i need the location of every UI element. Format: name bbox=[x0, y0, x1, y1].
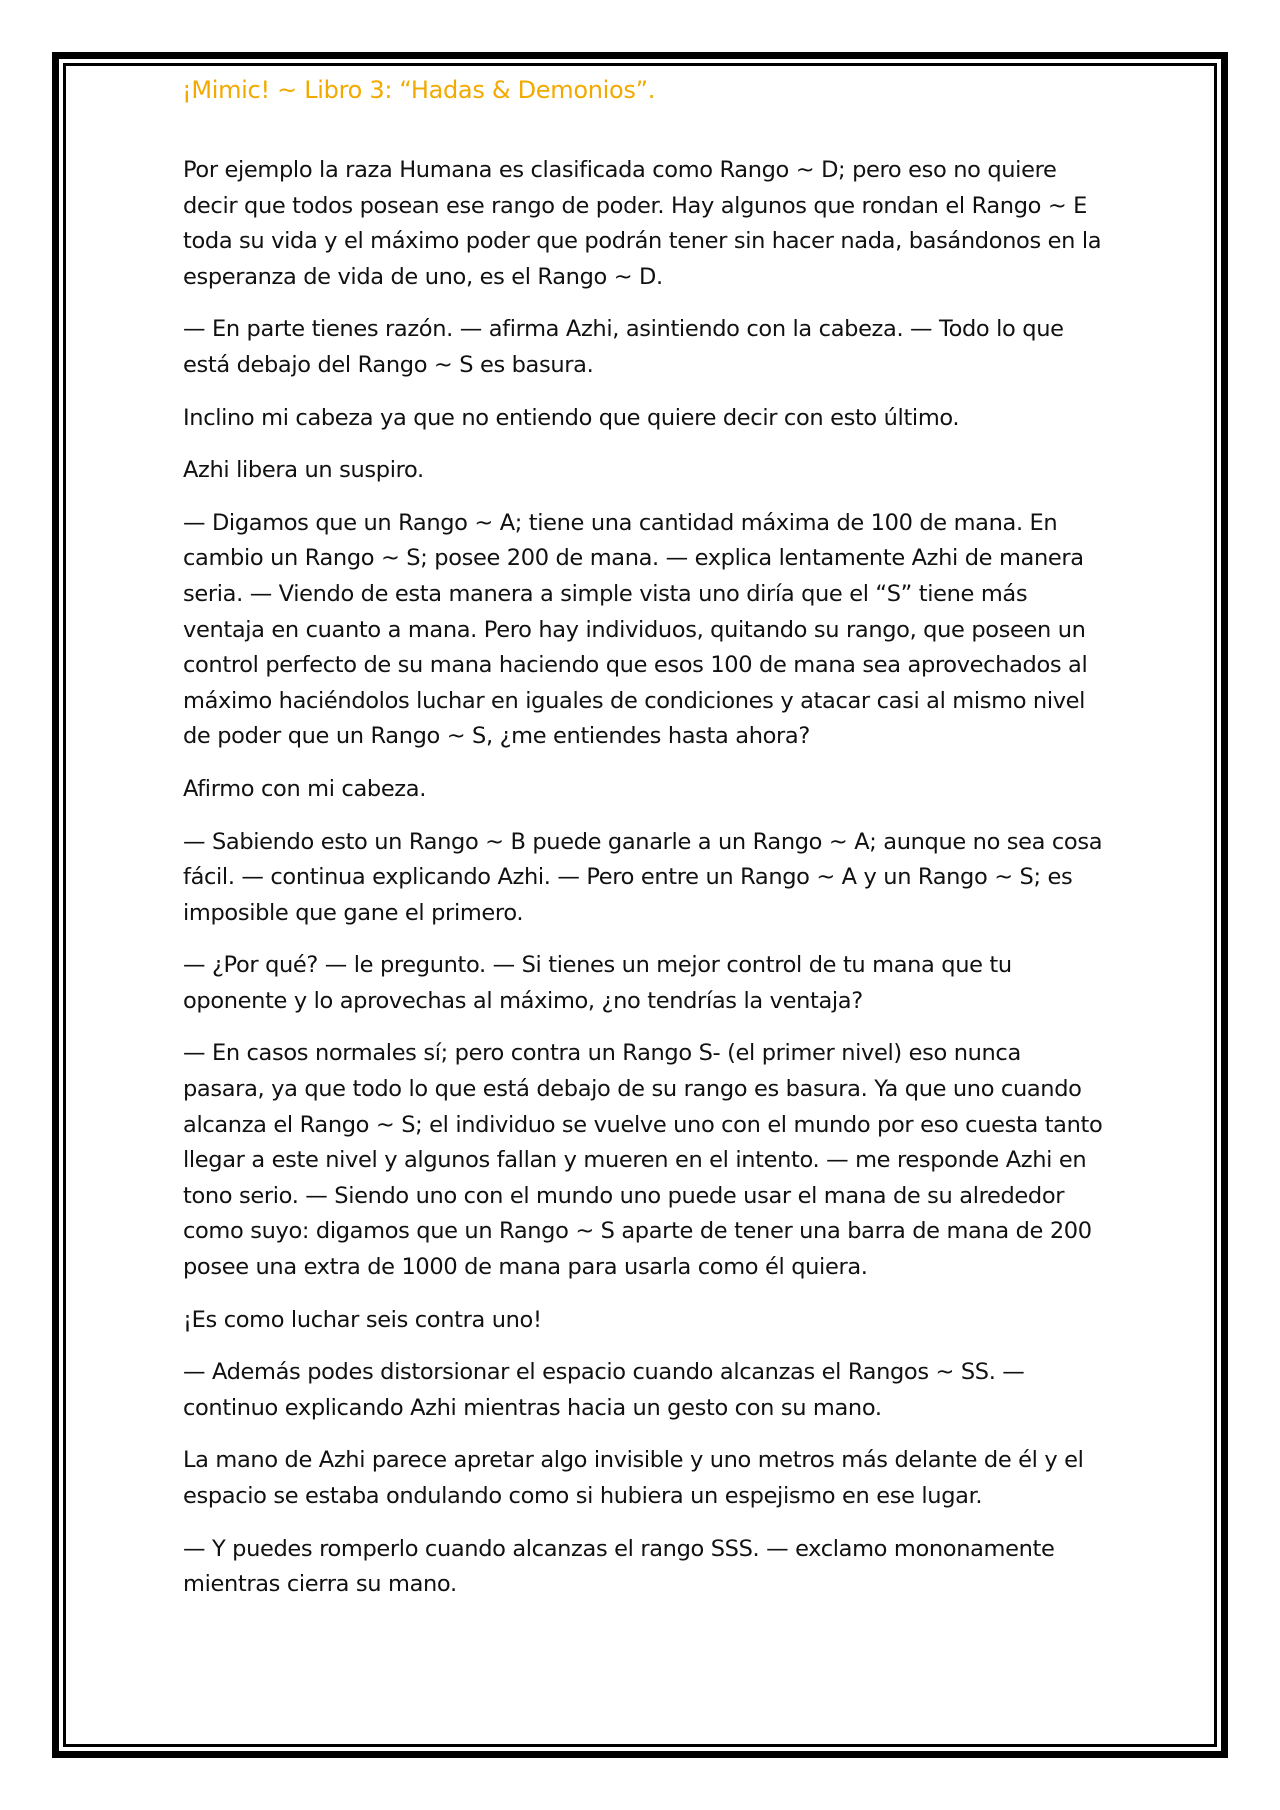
paragraph: Inclino mi cabeza ya que no entiendo que quiere decir con esto último. bbox=[183, 404, 960, 431]
paragraph: — ¿Por qué? — le pregunto. — Si tienes un mejor control de tu mana que tu oponente y lo aprovechas al máximo, ¿no tendrías la ventaja? bbox=[183, 952, 1012, 1014]
paragraph: Azhi libera un suspiro. bbox=[183, 457, 424, 484]
paragraph: — Sabiendo esto un Rango ~ B puede ganarle a un Rango ~ A; aunque no sea cosa fácil. — continua explicando Azhi. — Pero entre un Rango ~ A y un Rango ~ S; es imposible que gane el primero. bbox=[183, 828, 1103, 926]
body-text bbox=[183, 153, 1103, 1620]
paragraph: — Además podes distorsionar el espacio cuando alcanzas el Rangos ~ SS. — continuo explicando Azhi mientras hacia un gesto con su mano. bbox=[183, 1359, 1025, 1421]
paragraph: — Digamos que un Rango ~ A; tiene una cantidad máxima de 100 de mana. En cambio un Rango ~ S; posee 200 de mana. — explica lentamente Azhi de manera seria. — Viendo de esta manera a simple vista uno diría que el “S” tiene más ventaja en cuanto a mana. Pero hay individuos, quitando su rango, que poseen un control perfecto de su mana haciendo que esos 100 de mana sea aprovechados al máximo haciéndolos luchar en iguales de condiciones y atacar casi al mismo nivel de poder que un Rango ~ S, ¿me entiendes hasta ahora? bbox=[183, 509, 1088, 750]
paragraph: Por ejemplo la raza Humana es clasificada como Rango ~ D; pero eso no quiere decir que todos posean ese rango de poder. Hay algunos que rondan el Rango ~ E toda su vida y el máximo poder que podrán tener sin hacer nada, basándonos en la esperanza de vida de uno, es el Rango ~ D. bbox=[183, 157, 1102, 290]
paragraph: — En parte tienes razón. — afirma Azhi, asintiendo con la cabeza. — Todo lo que está debajo del Rango ~ S es basura. bbox=[183, 316, 1064, 378]
paragraph: ¡Es como luchar seis contra uno! bbox=[183, 1306, 542, 1333]
paragraph: — En casos normales sí; pero contra un Rango S- (el primer nivel) eso nunca pasara, ya que todo lo que está debajo de su rango es basura. Ya que uno cuando alcanza el Rango ~ S; el individuo se vuelve uno con el mundo por eso cuesta tanto llegar a este nivel y algunos fallan y mueren en el intento. — me responde Azhi en tono serio. — Siendo uno con el mundo uno puede usar el mana de su alrededor como suyo: digamos que un Rango ~ S aparte de tener una barra de mana de 200 posee una extra de 1000 de mana para usarla como él quiera. bbox=[183, 1040, 1103, 1281]
paragraph: — Y puedes romperlo cuando alcanzas el rango SSS. — exclamo mononamente mientras cierra su mano. bbox=[183, 1535, 1055, 1598]
paragraph: Afirmo con mi cabeza. bbox=[183, 775, 427, 802]
paragraph: La mano de Azhi parece apretar algo invisible y uno metros más delante de él y el espacio se estaba ondulando como si hubiera un espejismo en ese lugar. bbox=[183, 1447, 1084, 1509]
running-header: ¡Mimic! ~ Libro 3: “Hadas & Demonios”. bbox=[182, 76, 656, 104]
